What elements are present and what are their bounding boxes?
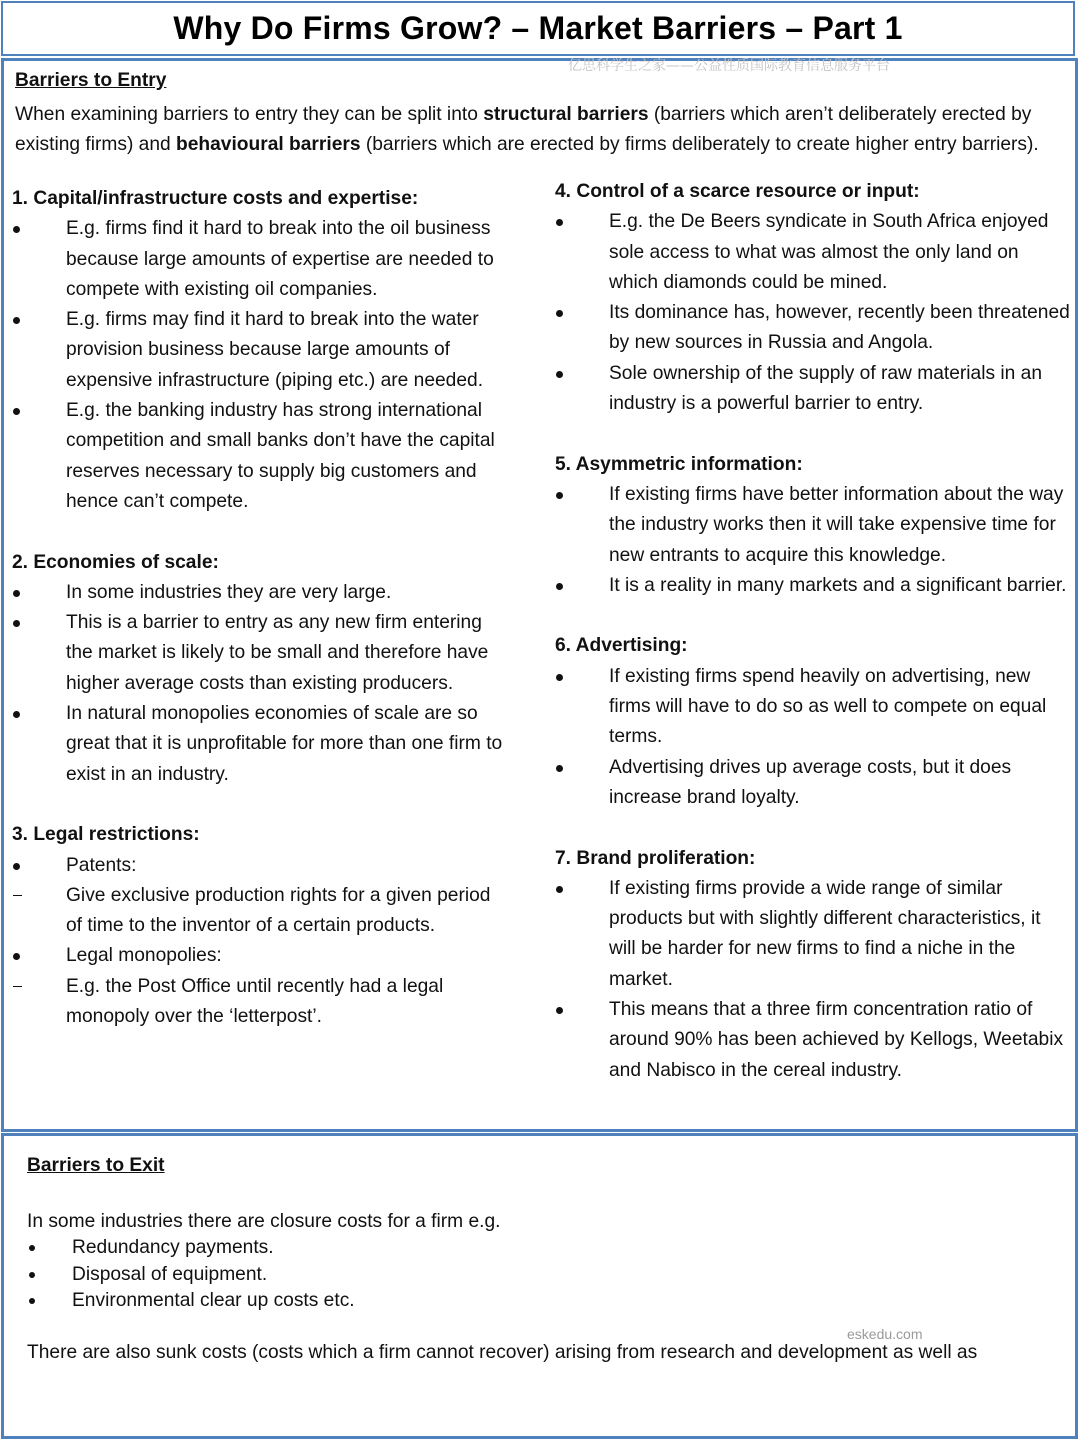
- watermark-bottom: eskedu.com: [847, 1326, 923, 1342]
- page-title: Why Do Firms Grow? – Market Barriers – Part 1: [173, 10, 903, 46]
- entry-intro: [15, 100, 1070, 161]
- section-title: 1. Capital/infrastructure costs and expertise:: [12, 188, 419, 209]
- exit-heading: Barriers to Exit: [27, 1155, 165, 1176]
- intro-text-1: When examining barriers to entry they can be split into: [15, 104, 484, 125]
- intro-bold-behavioural: behavioural barriers: [176, 134, 361, 156]
- section-list: [12, 851, 508, 1033]
- list-item: [12, 214, 508, 305]
- list-item: [555, 662, 1070, 753]
- list-item-text: E.g. the Post Office until recently had a legal monopoly over the ‘letterpost’.: [66, 975, 444, 1028]
- section-title: 7. Brand proliferation:: [555, 847, 756, 869]
- exit-list-item: [27, 1235, 1067, 1261]
- list-item-text: E.g. firms may find it hard to break into the water provision business because large amounts of expensive infrastructure (piping etc.) are needed.: [66, 309, 484, 391]
- list-item-text: If existing firms have better information about the way the industry works then it will take expensive time for new entrants to acquire this knowledge.: [609, 483, 1064, 566]
- list-item-text: E.g. the De Beers syndicate in South Africa enjoyed sole access to what was almost the only land on which diamonds could be mined.: [609, 211, 1049, 293]
- list-item: [555, 571, 1070, 601]
- exit-list-item: [27, 1262, 1067, 1288]
- exit-item-text: Environmental clear up costs etc.: [72, 1289, 355, 1311]
- list-item: [12, 305, 508, 396]
- section-list: [555, 207, 1070, 419]
- list-item: [12, 972, 508, 1033]
- list-item: [12, 396, 508, 517]
- list-item-text: It is a reality in many markets and a significant barrier.: [609, 574, 1067, 596]
- section-title: 3. Legal restrictions:: [12, 824, 200, 846]
- section-title: 4. Control of a scarce resource or input:: [555, 181, 920, 202]
- list-item-text: Sole ownership of the supply of raw materials in an industry is a powerful barrier to entry.: [609, 362, 1043, 415]
- list-item-text: This is a barrier to entry as any new firm entering the market is likely to be small and therefore have higher average costs than existing producers.: [66, 612, 489, 694]
- list-item-text: Its dominance has, however, recently been threatened by new sources in Russia and Angola.: [609, 302, 1070, 354]
- list-item-text: E.g. firms find it hard to break into the oil business because large amounts of expertise are needed to compete with existing oil companies.: [66, 218, 494, 300]
- list-item-text: If existing firms spend heavily on advertising, new firms will have to do so as well to compete on equal terms.: [609, 665, 1047, 748]
- exit-item-text: Disposal of equipment.: [72, 1263, 268, 1285]
- intro-text-2: (barriers which aren’t deliberately erected by existing firms) and: [15, 104, 1032, 156]
- list-item: [555, 359, 1070, 420]
- list-item-text: Patents:: [66, 854, 137, 876]
- section-title: 6. Advertising:: [555, 635, 688, 657]
- list-item: [12, 578, 508, 608]
- list-item: [12, 881, 508, 942]
- list-item: [12, 699, 508, 790]
- list-item: [12, 941, 508, 971]
- section-list: [12, 578, 508, 790]
- list-item: [12, 851, 508, 881]
- exit-closing: There are also sunk costs (costs which a firm cannot recover) arising from research and development as well as: [27, 1342, 978, 1364]
- exit-list-item: [27, 1288, 1067, 1314]
- left-column: [12, 184, 508, 1032]
- list-item-text: Legal monopolies:: [66, 945, 222, 967]
- section-list: [555, 480, 1070, 601]
- right-column: [555, 177, 1070, 1086]
- list-item-text: If existing firms provide a wide range of similar products but with slightly different characteristics, it will be harder for new firms to find a niche in the market.: [609, 877, 1041, 990]
- entry-heading: Barriers to Entry: [15, 70, 167, 91]
- list-item-text: This means that a three firm concentration ratio of around 90% has been achieved by Kellogs, Weetabix and Nabisco in the cereal industry.: [609, 999, 1064, 1081]
- section-title: 2. Economies of scale:: [12, 551, 219, 573]
- list-item: [555, 753, 1070, 814]
- list-item-text: Advertising drives up average costs, but it does increase brand loyalty.: [609, 756, 1012, 808]
- intro-text-3: (barriers which are erected by firms deliberately to create higher entry barriers).: [360, 134, 1039, 156]
- section-list: [12, 214, 508, 517]
- list-item: [555, 298, 1070, 359]
- watermark-top: 亿思科学生之家——公益性质国际教育信息服务平台: [568, 58, 890, 74]
- exit-content: [27, 1209, 1067, 1367]
- list-item: [555, 874, 1070, 995]
- exit-item-text: Redundancy payments.: [72, 1237, 274, 1259]
- exit-intro: In some industries there are closure costs for a firm e.g.: [27, 1211, 501, 1232]
- list-item: [555, 207, 1070, 298]
- section-list: [555, 662, 1070, 813]
- section-title: 5. Asymmetric information:: [555, 453, 803, 475]
- list-item: [555, 995, 1070, 1086]
- section-list: [555, 874, 1070, 1086]
- intro-bold-structural: structural barriers: [483, 104, 649, 125]
- list-item-text: In natural monopolies economies of scale are so great that it is unprofitable for more than one firm to exist in an industry.: [66, 703, 503, 785]
- list-item: [12, 608, 508, 699]
- title-box: [1, 1, 1075, 56]
- list-item-text: Give exclusive production rights for a given period of time to the inventor of a certain products.: [66, 884, 491, 937]
- list-item: [555, 480, 1070, 571]
- list-item-text: In some industries they are very large.: [66, 581, 392, 603]
- list-item-text: E.g. the banking industry has strong international competition and small banks don’t have the capital reserves necessary to supply big customers and hence can’t compete.: [66, 400, 495, 512]
- exit-list: [27, 1235, 1067, 1314]
